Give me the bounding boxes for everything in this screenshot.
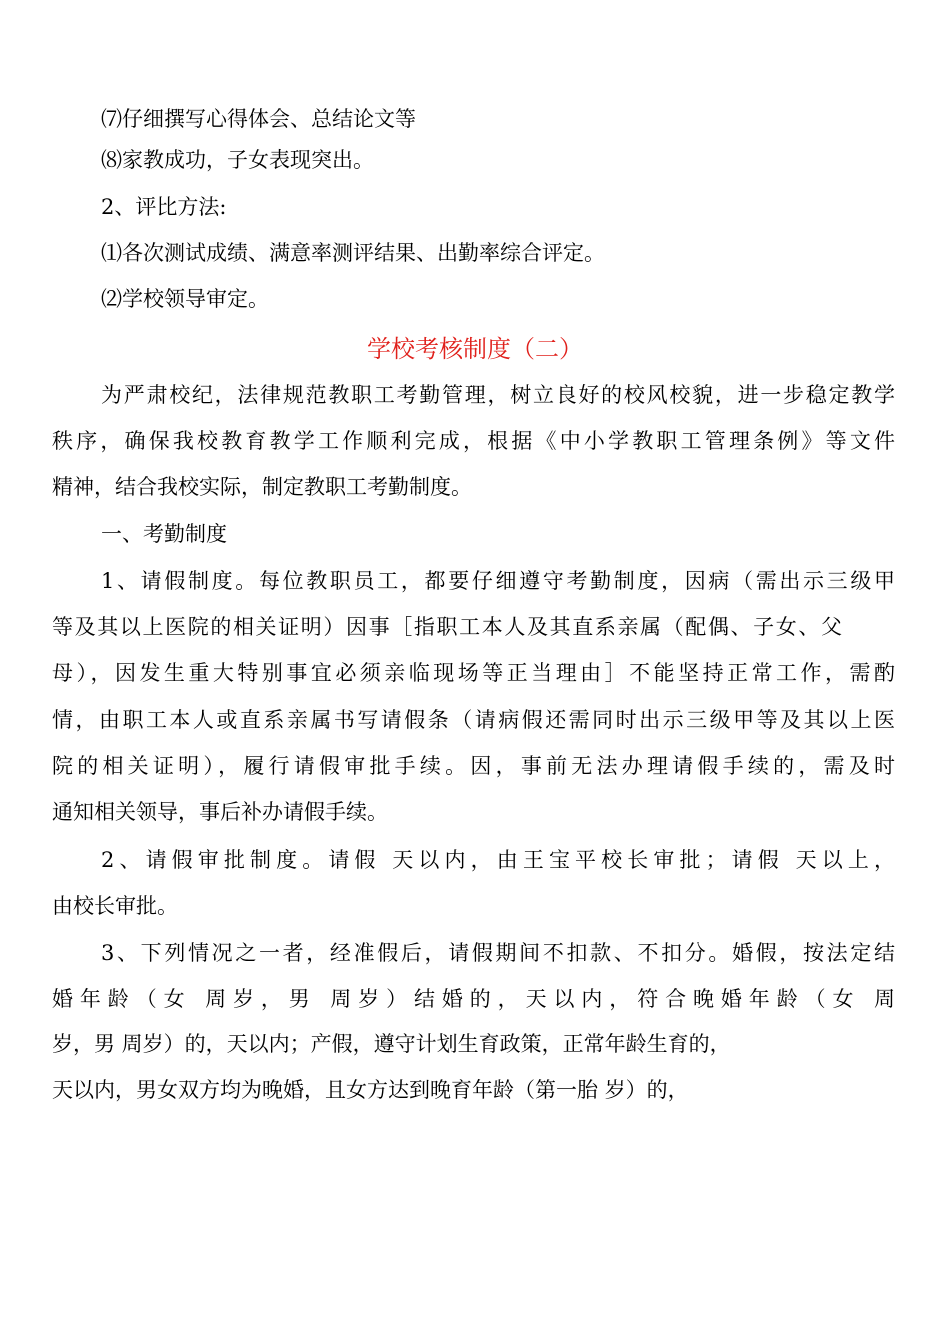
section-heading-attendance: 一、考勤制度 [101, 522, 227, 546]
method-item-2: ⑵学校领导审定。 [101, 287, 269, 311]
cases-line-1: 3、下列情况之一者，经准假后，请假期间不扣款、不扣分。婚假，按法定结 [101, 941, 895, 965]
leave-line-3: 母），因发生重大特别事宜必须亲临现场等正当理由］不能坚持正常工作，需酌 [52, 661, 895, 685]
intro-line-1: 为严肃校纪，法律规范教职工考勤管理，树立良好的校风校貌，进一步稳定教学 [101, 383, 895, 407]
leave-line-5: 院的相关证明），履行请假审批手续。因，事前无法办理请假手续的，需及时 [52, 754, 895, 778]
leave-line-2: 等及其以上医院的相关证明）因事［指职工本人及其直系亲属（配偶、子女、父 [52, 615, 842, 639]
cases-line-4: 天以内，男女双方均为晚婚，且女方达到晚育年龄（第一胎 岁）的， [52, 1078, 689, 1102]
method-heading: 2、评比方法: [101, 195, 227, 219]
cases-line-3: 岁，男 周岁）的，天以内；产假，遵守计划生育政策，正常年龄生育的， [52, 1032, 731, 1056]
approval-line-1: 2、请假审批制度。请假 天以内，由王宝平校长审批；请假 天以上， [101, 848, 895, 872]
page-title: 学校考核制度（二） [367, 335, 583, 363]
list-item-7: ⑺仔细撰写心得体会、总结论文等 [101, 107, 416, 131]
method-item-1: ⑴各次测试成绩、满意率测评结果、出勤率综合评定。 [101, 241, 605, 265]
leave-line-4: 情，由职工本人或直系亲属书写请假条（请病假还需同时出示三级甲等及其以上医 [52, 708, 895, 732]
leave-line-1: 1、请假制度。每位教职员工，都要仔细遵守考勤制度，因病（需出示三级甲 [101, 569, 895, 593]
cases-line-2: 婚年龄（女 周岁，男 周岁）结婚的，天以内，符合晚婚年龄（女 周 [52, 987, 895, 1011]
approval-line-2: 由校长审批。 [52, 894, 178, 918]
intro-line-2: 秩序，确保我校教育教学工作顺利完成，根据《中小学教职工管理条例》等文件 [52, 429, 895, 453]
leave-line-6: 通知相关领导，事后补办请假手续。 [52, 800, 388, 824]
intro-line-3: 精神，结合我校实际，制定教职工考勤制度。 [52, 475, 472, 499]
list-item-8: ⑻家教成功，子女表现突出。 [101, 148, 374, 172]
